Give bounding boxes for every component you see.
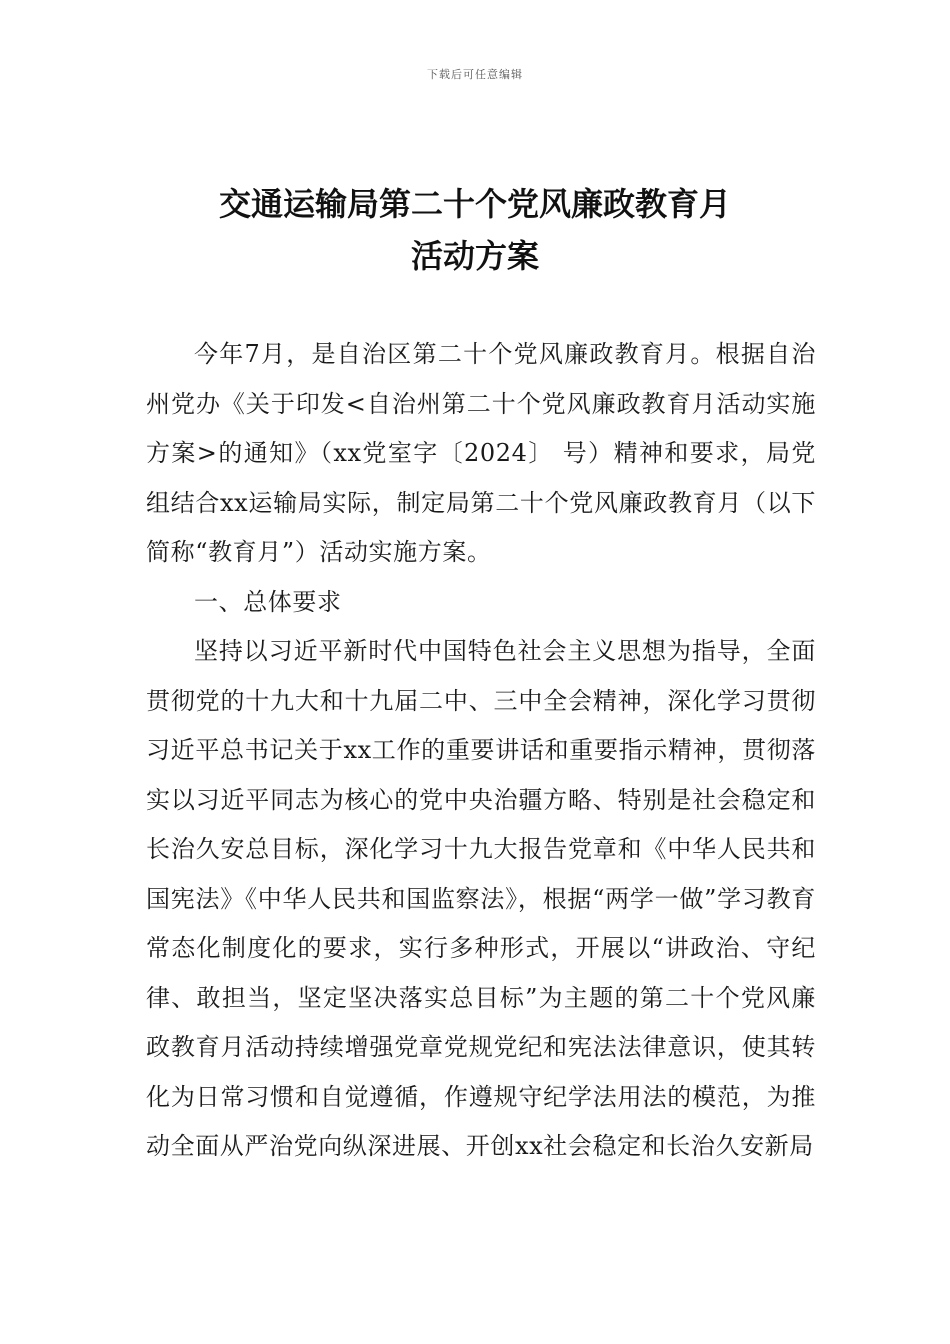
- title-line-2: 活动方案: [410, 237, 539, 275]
- header-note: 下载后可任意编辑: [427, 68, 523, 81]
- paragraph-intro: 今年7月，是自治区第二十个党风廉政教育月。根据自治州党办《关于印发<自治州第二十个党风廉政教育月活动实施方案>的通知》（xx党室字〔2024〕 号）精神和要求，局党组结合xx运输局实际，制定局第二十个党风廉政教育月（以下简称“教育月”）活动实施方案。: [146, 340, 816, 566]
- paragraph-requirements: 坚持以习近平新时代中国特色社会主义思想为指导，全面贯彻党的十九大和十九届二中、三中全会精神，深化学习贯彻习近平总书记关于xx工作的重要讲话和重要指示精神，贯彻落实以习近平同志为核心的党中央治疆方略、特别是社会稳定和长治久安总目标，深化学习十九大报告党章和《中华人民共和国宪法》《中华人民共和国监察法》，根据“两学一做”学习教育常态化制度化的要求，实行多种形式，开展以“讲政治、守纪律、敢担当，坚定坚决落实总目标”为主题的第二十个党风廉政教育月活动持续增强党章党规党纪和宪法法律意识，使其转化为日常习惯和自觉遵循，作遵规守纪学法用法的模范，为推动全面从严治党向纵深进展、开创xx社会稳定和长治久安新局: [146, 637, 816, 1160]
- title-line-1: 交通运输局第二十个党风廉政教育月: [218, 185, 731, 223]
- document-title: [0, 178, 950, 282]
- document-body: [146, 330, 816, 1172]
- section-heading-1: 一、总体要求: [194, 587, 342, 616]
